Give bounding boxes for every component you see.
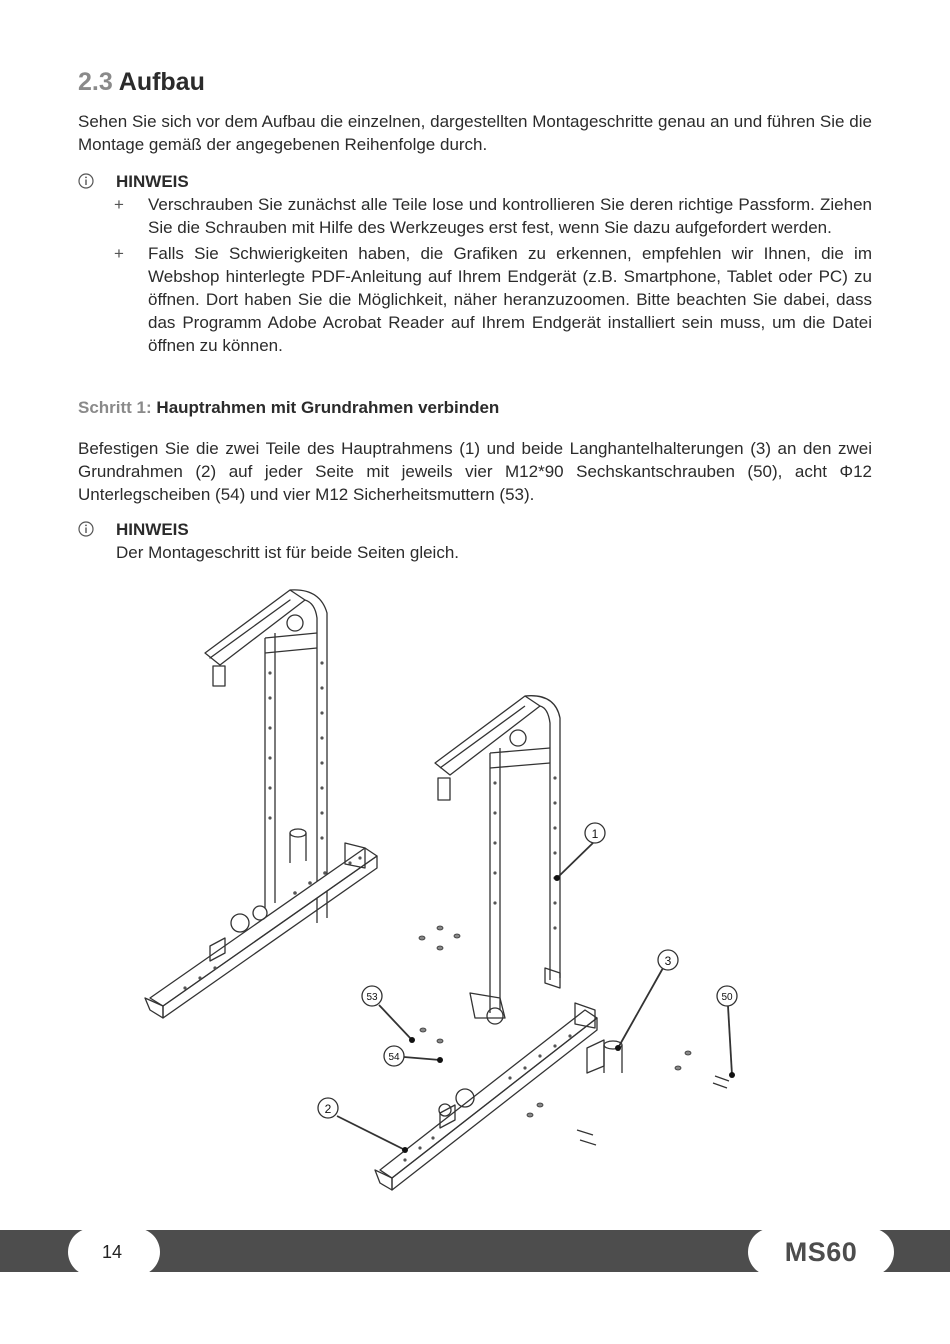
barbell-holder [587,1040,622,1073]
callout-53 [362,986,415,1043]
main-frame-right [435,696,560,1024]
step-paragraph: Befestigen Sie die zwei Teile des Hauptrahmens (1) und beide Langhantelhalterungen (3) an den zwei Grundrahmen (2) auf jeder Seite mit jeweils vier M12*90 Sechskantschrauben (50), acht Φ12 Unterlegscheiben (54) und vier M12 Sicherheitsmuttern (53). [78,439,872,504]
callout-label: 53 [366,992,378,1003]
hint-text: Der Montageschritt ist für beide Seiten gleich. [116,543,460,562]
hint-item-text: Falls Sie Schwierigkeiten haben, die Grafiken zu erkennen, empfehlen wir Ihnen, die im Webshop hinterlegte PDF-Anleitung auf Ihrem Endgerät (z.B. Smartphone, Tablet oder PC) zu öffnen. Dort haben Sie die Möglichkeit, näher heranzuzoomen. Bitte beachten Sie dabei, dass das Programm Adobe Acrobat Reader auf Ihrem Endgerät installiert sein muss, um die Datei öffnen zu können. [148,244,872,355]
bolts [577,1076,729,1145]
hint-item-text: Verschrauben Sie zunächst alle Teile lose und kontrollieren Sie deren richtige Passform. Ziehen Sie die Schrauben mit Hilfe des Werkzeuges erst fest, wenn Sie dazu aufgefordert werden. [148,195,872,237]
step-heading [78,396,499,419]
loose-hardware [419,926,691,1117]
base-frame [375,1003,597,1190]
callout-1 [554,823,605,881]
page-number: 14 [68,1228,160,1276]
info-icon [78,173,94,189]
intro-paragraph: Sehen Sie sich vor dem Aufbau die einzelnen, dargestellten Montageschritte genau an und führen Sie die Montage gemäß der angegebenen Reihenfolge durch. [78,112,872,154]
plus-icon: + [114,195,124,214]
hint-title: HINWEIS [116,172,189,191]
hint-header [78,170,872,193]
callout-label: 1 [591,827,599,841]
callout-label: 3 [664,954,672,968]
callout-3 [615,950,678,1051]
hint-title: HINWEIS [116,520,189,539]
hint-item [78,193,872,239]
info-icon [78,521,94,537]
plus-icon: + [114,244,124,263]
section-heading [78,68,205,97]
main-frame-left [145,590,377,1018]
callout-label: 50 [721,992,733,1003]
callout-50 [717,986,737,1078]
assembly-diagram [115,578,795,1218]
hint-item [78,242,872,357]
hint-box-2 [78,518,872,564]
callout-label: 54 [388,1052,400,1063]
step-title: Hauptrahmen mit Grundrahmen verbinden [156,398,500,417]
callout-label: 2 [324,1102,332,1116]
step-label: Schritt 1: [78,398,152,417]
section-number: 2.3 [78,68,113,96]
model-name: MS60 [748,1228,894,1276]
hint-header [78,518,872,541]
callout-2 [318,1098,408,1153]
callout-54 [384,1046,443,1066]
section-title: Aufbau [118,68,205,96]
hint-box-1 [78,170,872,357]
